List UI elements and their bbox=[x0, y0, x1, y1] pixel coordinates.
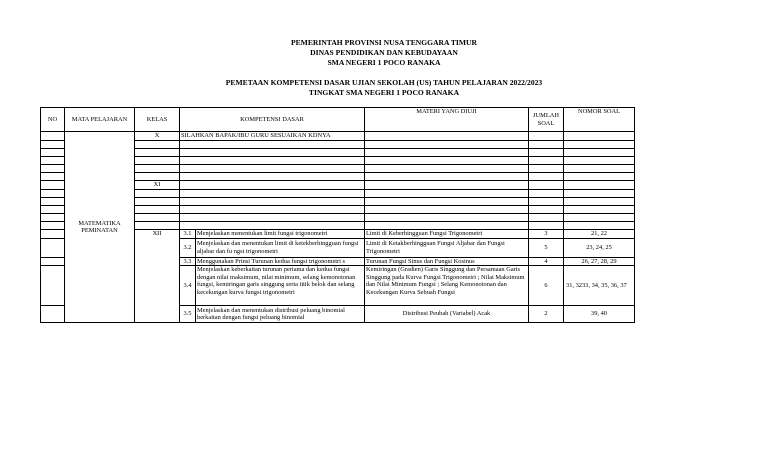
nomor-soal: 23, 24, 25 bbox=[564, 238, 635, 257]
kelas-xii-cell: XII bbox=[135, 230, 180, 323]
jumlah-soal: 5 bbox=[529, 238, 564, 257]
jumlah-soal: 4 bbox=[529, 257, 564, 266]
kd-text: Menjelaskan menentukan limit fungsi trigonometri bbox=[196, 230, 365, 239]
materi-text: Turunan Fungsi Sinus dan Fungsi Kosinus bbox=[365, 257, 529, 266]
col-header-nomor: NOMOR SOAL bbox=[564, 108, 635, 132]
col-header-mapel: MATA PELAJARAN bbox=[65, 108, 135, 132]
jumlah-soal: 6 bbox=[529, 266, 564, 306]
kd-text: Menjelaskan dan menentukan limit di ketekberhingguan fungsi aljabar dan fu ngsi trigonometri bbox=[196, 238, 365, 257]
materi-text: Distribusi Peubah (Variabel) Acak bbox=[365, 306, 529, 323]
materi-text: Limit di Keberhingguan Fungsi Trigonometri bbox=[365, 230, 529, 239]
kelas-xi-cell: XI bbox=[135, 181, 180, 190]
document-subtitle: TINGKAT SMA NEGERI 1 POCO RANAKA bbox=[308, 88, 460, 97]
col-header-materi: MATERI YANG DIUJI bbox=[365, 108, 529, 132]
kd-mapping-table bbox=[40, 107, 635, 323]
kelas-x-cell: X bbox=[135, 132, 180, 141]
col-header-kd: KOMPETENSI DASAR bbox=[180, 108, 365, 132]
nomor-soal: 21, 22 bbox=[564, 230, 635, 239]
kd-note-cell: SILAHKAN BAPAK/IBU GURU SESUAIKAN KDNYA bbox=[180, 132, 365, 141]
kd-text: Menjelaskan keberkaitan turunan pertama dan kedua fungsi dengan nilai maksimum, nilai minimum, selang kemonotonan fungsi, kemiringan garis singgung serta titik belok dan selang kecekungan kurva fungsi trigonometri bbox=[196, 266, 365, 306]
col-header-no: NO bbox=[41, 108, 65, 132]
kd-number: 3.4 bbox=[180, 266, 196, 306]
kd-text: Menjelaskan dan menentukan distribusi peluang binomial berkaitan dengan fungsi peluang binomial bbox=[196, 306, 365, 323]
jumlah-soal: 2 bbox=[529, 306, 564, 323]
header-school: SMA NEGERI 1 POCO RANAKA bbox=[327, 58, 441, 67]
kd-number: 3.1 bbox=[180, 230, 196, 239]
nomor-soal: 31, 3233, 34, 35, 36, 37 bbox=[564, 266, 635, 306]
materi-text: Kemiringan (Gradien) Garis Singgung dan Persamaan Garis Singgung pada Kurva Fungsi Trigonometri ; Nilai Maksimum dan Nilai Minimum Fungsi ; Selang Kemonotonan dan Kecekungan Kurva Sebuah Fungsi bbox=[365, 266, 529, 306]
col-header-kelas: KELAS bbox=[135, 108, 180, 132]
jumlah-soal: 3 bbox=[529, 230, 564, 239]
nomor-soal: 39, 40 bbox=[564, 306, 635, 323]
subject-cell: MATEMATIKA PEMINATAN bbox=[65, 132, 135, 323]
kd-number: 3.5 bbox=[180, 306, 196, 323]
kd-number: 3.2 bbox=[180, 238, 196, 257]
header-department: DINAS PENDIDIKAN DAN KEBUDAYAAN bbox=[310, 48, 458, 57]
table-row bbox=[41, 132, 635, 141]
materi-text: Limit di Ketakberhingguan Fungsi Aljabar dan Fungsi Trigonometri bbox=[365, 238, 529, 257]
document-title: PEMETAAN KOMPETENSI DASAR UJIAN SEKOLAH (US) TAHUN PELAJARAN 2022/2023 bbox=[225, 78, 543, 87]
kd-number: 3.3 bbox=[180, 257, 196, 266]
kd-text: Menggunakan Prinsi Turunan kedua fungsi trigonometri s bbox=[196, 257, 365, 266]
document-header bbox=[0, 38, 768, 98]
table-header-row bbox=[41, 108, 635, 132]
nomor-soal: 26, 27, 28, 29 bbox=[564, 257, 635, 266]
header-province: PEMERINTAH PROVINSI NUSA TENGGARA TIMUR bbox=[290, 38, 478, 47]
col-header-jumlah: JUMLAH SOAL bbox=[529, 108, 564, 132]
